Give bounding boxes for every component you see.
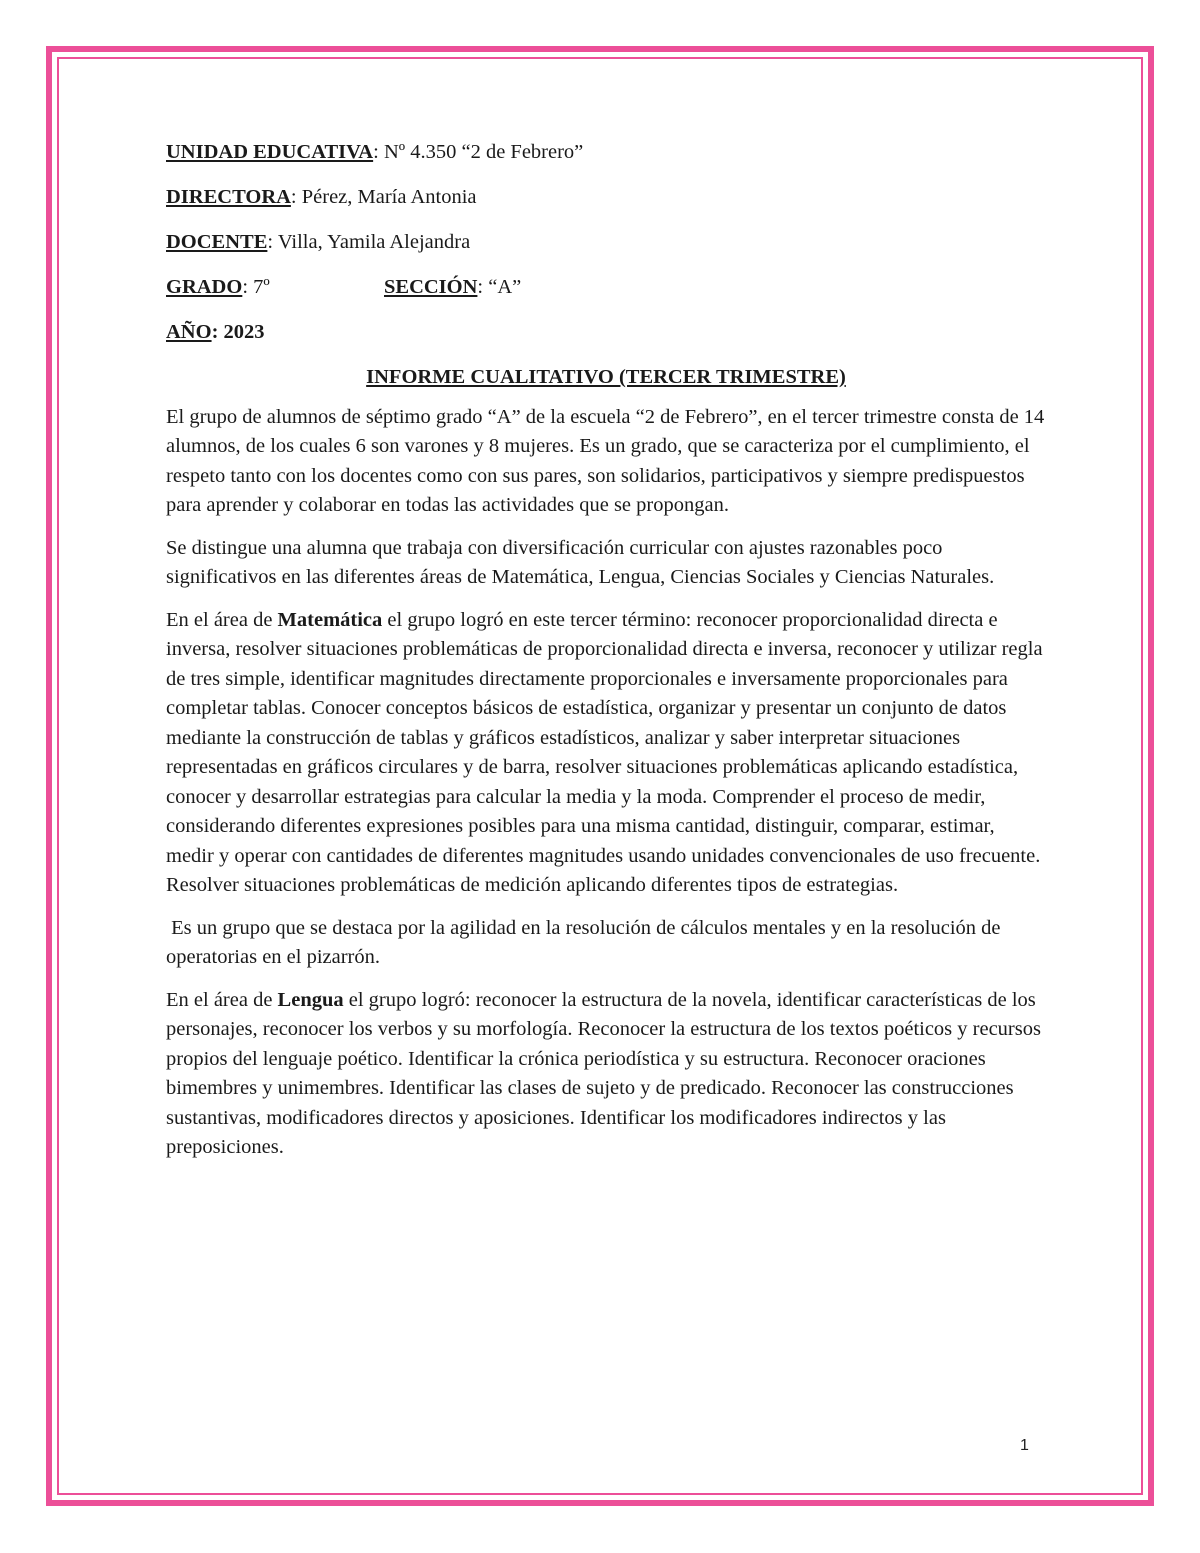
seccion-label: SECCIÓN: [384, 276, 478, 298]
docente-label: DOCENTE: [166, 231, 268, 253]
docente-line: [166, 228, 1046, 258]
unidad-educativa-line: [166, 138, 1046, 168]
anio-line: [166, 318, 1046, 348]
lengua-intro: En el área de: [166, 988, 278, 1011]
paragraph-curricular: Se distingue una alumna que trabaja con diversificación curricular con ajustes razonables poco significativos en las diferentes áreas de Matemática, Lengua, Ciencias Sociales y Ciencias Naturales.: [166, 536, 995, 588]
grado-value: : 7º: [242, 276, 270, 298]
matematica-intro: En el área de: [166, 608, 278, 631]
anio-label: AÑO: [166, 321, 212, 343]
directora-value: : Pérez, María Antonia: [290, 186, 477, 208]
matematica-subject: Matemática: [277, 608, 383, 631]
paragraph-group-description: El grupo de alumnos de séptimo grado “A” de la escuela “2 de Febrero”, en el tercer trimestre consta de 14 alumnos, de los cuales 6 son varones y 8 mujeres. Es un grado, que se caracteriza por el cumplimiento, el respeto tanto con los docentes como con sus pares, son solidarios, participativos y siempre predispuestos para aprender y colaborar en todas las actividades que se propongan.: [166, 405, 1045, 516]
grado-label: GRADO: [166, 276, 243, 298]
lengua-subject: Lengua: [277, 988, 344, 1011]
paragraph-lengua: [166, 986, 1046, 1163]
seccion-value: : “A”: [477, 276, 522, 298]
page-number: 1: [1020, 1437, 1029, 1454]
matematica-body: el grupo logró en este tercer término: reconocer proporcionalidad directa e inversa, resolver situaciones problemáticas de proporcionalidad directa e inversa, reconocer y utilizar regla de tres simple, identificar magnitudes directamente proporcionales e inversamente proporcionales para completar tablas. Conocer conceptos básicos de estadística, organizar y presentar un conjunto de datos mediante la construcción de tablas y gráficos estadísticos, analizar y saber interpretar situaciones representadas en gráficos circulares y de barra, resolver situaciones problemáticas aplicando estadística, conocer y desarrollar estrategias para calcular la media y la moda. Comprender el proceso de medir, considerando diferentes expresiones posibles para una misma cantidad, distinguir, comparar, estimar, medir y operar con cantidades de diferentes magnitudes usando unidades convencionales de uso frecuente. Resolver situaciones problemáticas de medición aplicando diferentes tipos de estrategias.: [166, 608, 1043, 896]
anio-value: : 2023: [211, 321, 265, 343]
report-title: INFORME CUALITATIVO (TERCER TRIMESTRE): [366, 366, 846, 388]
grado-seccion-line: [166, 273, 1046, 303]
paragraph-matematica: [166, 606, 1046, 901]
lengua-body: el grupo logró: reconocer la estructura de la novela, identificar características de los personajes, reconocer los verbos y su morfología. Reconocer la estructura de los textos poéticos y recursos propios del lenguaje poético. Identificar la crónica periodística y su estructura. Reconocer oraciones bimembres y unimembres. Identificar las clases de sujeto y de predicado. Reconocer las construcciones sustantivas, modificadores directos y aposiciones. Identificar los modificadores indirectos y las preposiciones.: [166, 988, 1041, 1158]
paragraph-calculos: Es un grupo que se destaca por la agilidad en la resolución de cálculos mentales y en la resolución de operatorias en el pizarrón.: [166, 916, 1006, 968]
unidad-label: UNIDAD EDUCATIVA: [166, 141, 374, 163]
unidad-value: : Nº 4.350 “2 de Febrero”: [373, 141, 584, 163]
docente-value: : Villa, Yamila Alejandra: [267, 231, 471, 253]
directora-line: [166, 183, 1046, 213]
directora-label: DIRECTORA: [166, 186, 291, 208]
document-body: [166, 138, 1046, 1176]
